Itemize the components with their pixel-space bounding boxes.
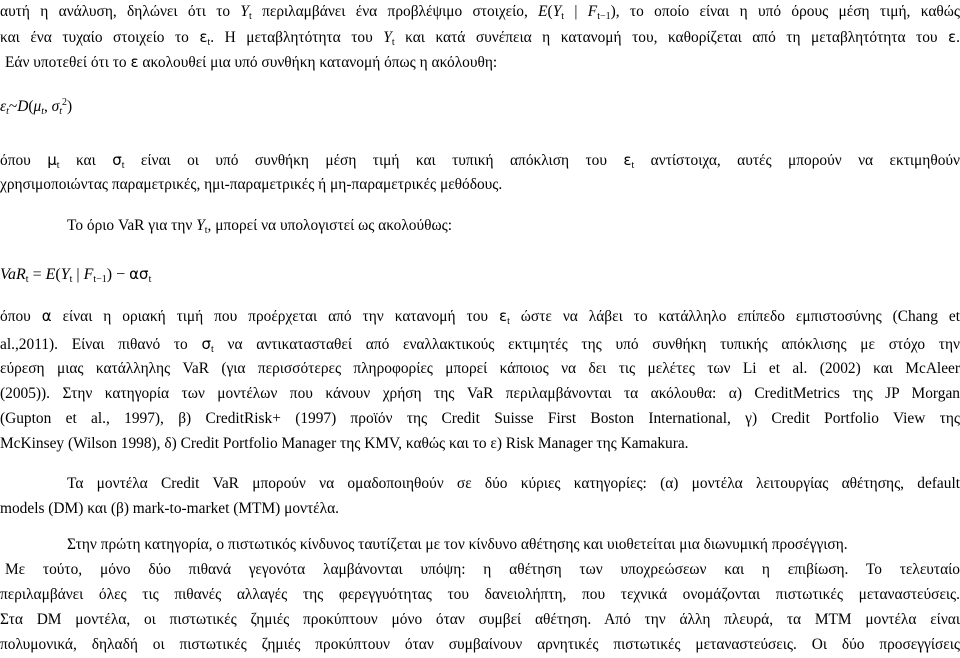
- text-line-1: αυτή η ανάλυση, δηλώνει ότι το $Y_t$ περιλαμβάνει ένα προβλέψιμο στοιχείο, $E(Y_t$ | $F_{t-1}$), το οποίο είναι η υπό όρους μέση τιμή, καθώς: [0, 3, 960, 22]
- text-line-7: όπου α είναι η οριακή τιμή που προέρχεται από την κατανομή του $\varepsilon_t$ ώστε να λάβει το κατάλληλο επίπεδο εμπιστοσύνης (Chang et: [0, 307, 960, 327]
- text-line-19: πολυμονικά, δηλαδή οι πιστωτικές ζημιές προκύπτουν όταν συμβαίνουν αρνητικές πιστωτικές μεταναστεύσεις. Οι δύο προσεγγίσεις: [0, 636, 960, 653]
- text-line-12: McKinsey (Wilson 1998), δ) Credit Portfolio Manager της KMV, καθώς και το ε) Risk Manager της Kamakura.: [0, 435, 689, 452]
- text-line-8: al.,2011). Είναι πιθανό το $\sigma_t$ να αντικατασταθεί από εναλλακτικούς εκτιμητές της υπό συνθήκη τυπικής απόκλισης με στόχο την: [0, 335, 960, 355]
- text-line-5: χρησιμοποιώντας παραμετρικές, ημι-παραμετρικές ή μη-παραμετρικές μεθόδους.: [0, 176, 503, 193]
- text-line-9: εύρεση μιας κατάλληλης VaR (για περισσότερες πληροφορίες μπορεί κάποιος να δει τις μελέτες των Li et al. (2002) και McAleer: [0, 360, 960, 377]
- text-line-6: Το όριο VaR για την $Y_t$, μπορεί να υπολογιστεί ως ακολούθως:: [67, 217, 452, 236]
- text-line-13: Τα μοντέλα Credit VaR μπορούν να ομαδοποιηθούν σε δύο κύριες κατηγορίες: (α) μοντέλα λειτουργίας αθέτησης, default: [67, 475, 960, 492]
- text-line-18: Στα DM μοντέλα, οι πιστωτικές ζημιές προκύπτουν μόνο όταν συμβεί αθέτηση. Από την άλλη πλευρά, τα MTM μοντέλα είναι: [0, 611, 960, 628]
- text-line-4: όπου $\mu_t$ και $\sigma_t$ είναι οι υπό συνθήκη μέση τιμή και τυπική απόκλιση του $\varepsilon_t$ αντίστοιχα, αυτές μπορούν να εκτιμηθούν: [0, 151, 960, 171]
- text-line-14: models (DM) και (β) mark-to-market (MTM) μοντέλα.: [0, 500, 340, 517]
- text-line-3: Εάν υποτεθεί ότι το ε ακολουθεί μια υπό συνθήκη κατανομή όπως η ακόλουθη:: [5, 53, 498, 71]
- equation-6: $VaR_t = E(Y_t$ | $F_{t-1}) - \alpha\sigma_t$: [0, 265, 152, 285]
- text-line-17: περιλαμβάνει όλες τις πιθανές αλλαγές της φερεγγυότητας του δανειολήπτη, που τεχνικά ονομάζονται πιστωτικές μεταναστεύσεις.: [0, 586, 960, 603]
- text-line-2: και ένα τυχαίο στοιχείο το $\varepsilon_t$. Η μεταβλητότητα του $Y_t$ και κατά συνέπεια η κατανομή του, καθορίζεται από τη μεταβλητότητα του ε.: [0, 28, 960, 48]
- formula-5: $\varepsilon_t\sim D(\mu_t$, $\sigma_t^2$): [0, 96, 73, 117]
- text-line-11: (Gupton et al., 1997), β) CreditRisk+ (1997) προϊόν της Credit Suisse First Boston International, γ) Credit Portfolio View της: [0, 410, 960, 427]
- text-line-16: Με τούτο, μόνο δύο πιθανά γεγονότα λαμβάνονται υπόψη: η αθέτηση των υποχρεώσεων και η επιβίωση. Το τελευταίο: [5, 561, 960, 578]
- text-line-10: (2005)). Στην κατηγορία των μοντέλων που κάνουν χρήση της VaR περιλαμβάνονται τα ακόλουθα: α) CreditMetrics της JP Morgan: [0, 385, 960, 402]
- text-line-15: Στην πρώτη κατηγορία, ο πιστωτικός κίνδυνος ταυτίζεται με τον κίνδυνο αθέτησης και υιοθετείται μια διωνυμική προσέγγιση.: [67, 536, 848, 553]
